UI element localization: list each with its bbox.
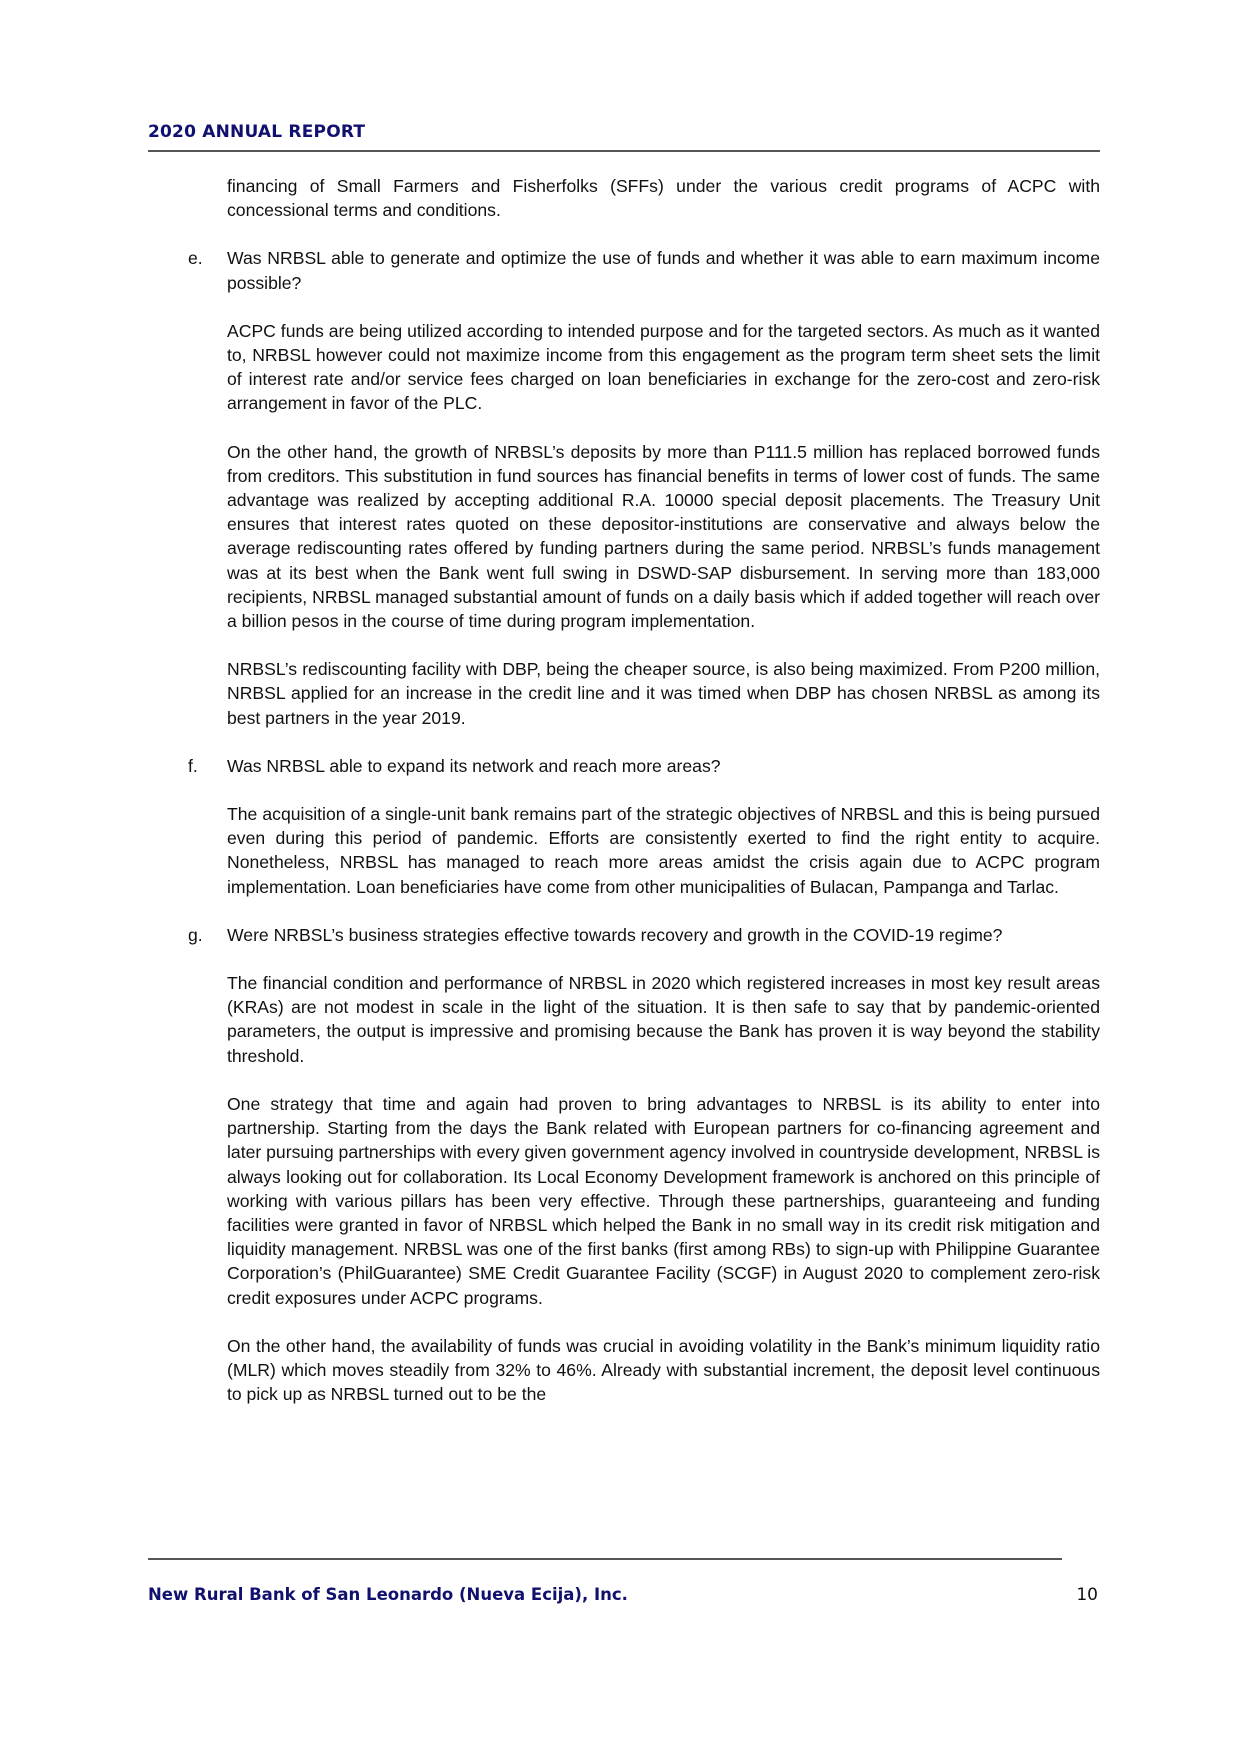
page-footer	[148, 1585, 1100, 1605]
list-marker: e.	[188, 248, 203, 269]
answer-paragraph: On the other hand, the growth of NRBSL’s deposits by more than P111.5 million has replaced borrowed funds from creditors. This substitution in fund sources has financial benefits in terms of lower cost of funds. The same advantage was realized by accepting additional R.A. 10000 special deposit placements. The Treasury Unit ensures that interest rates quoted on these depositor-institutions are conservative and always below the average rediscounting rates offered by funding partners during the same period. NRBSL’s funds management was at its best when the Bank went full swing in DSWD-SAP disbursement. In serving more than 183,000 recipients, NRBSL managed substantial amount of funds on a daily basis which if added together will reach over a billion pesos in the course of time during program implementation.	[227, 441, 1100, 632]
continuation-paragraph: financing of Small Farmers and Fisherfolks (SFFs) under the various credit programs of ACPC with concessional terms and conditions.	[227, 176, 1100, 221]
answer-paragraph: NRBSL’s rediscounting facility with DBP, being the cheaper source, is also being maximized. From P200 million, NRBSL applied for an increase in the credit line and it was timed when DBP has chosen NRBSL as among its best partners in the year 2019.	[227, 659, 1100, 728]
question-item-g	[148, 923, 1100, 947]
page-number: 10	[1076, 1585, 1098, 1605]
question-text: Was NRBSL able to generate and optimize the use of funds and whether it was able to earn maximum income possible?	[227, 248, 1100, 293]
list-marker: f.	[188, 755, 198, 776]
list-marker: g.	[188, 924, 203, 945]
page-header	[148, 122, 1100, 142]
question-item-e	[148, 246, 1100, 294]
answer-paragraph: The financial condition and performance of NRBSL in 2020 which registered increases in most key result areas (KRAs) are not modest in scale in the light of the situation. It is then safe to say that by pandemic-oriented parameters, the output is impressive and promising because the Bank has proven it is way beyond the stability threshold.	[227, 973, 1100, 1066]
question-text: Was NRBSL able to expand its network and reach more areas?	[227, 755, 721, 776]
document-body	[148, 174, 1100, 1406]
answer-paragraph: ACPC funds are being utilized according to intended purpose and for the targeted sectors. As much as it wanted to, NRBSL however could not maximize income from this engagement as the program term sheet sets the limit of interest rate and/or service fees charged on loan beneficiaries in exchange for the zero-cost and zero-risk arrangement in favor of the PLC.	[227, 320, 1100, 414]
question-text: Were NRBSL’s business strategies effective towards recovery and growth in the COVID-19 regime?	[227, 924, 1003, 945]
question-item-f	[148, 754, 1100, 778]
bank-name: New Rural Bank of San Leonardo (Nueva Ecija), Inc.	[148, 1585, 628, 1604]
header-divider	[148, 150, 1100, 152]
answer-paragraph: One strategy that time and again had proven to bring advantages to NRBSL is its ability to enter into partnership. Starting from the days the Bank related with European partners for co-financing agreement and later pursuing partnerships with every given government agency involved in countryside development, NRBSL is always looking out for collaboration. Its Local Economy Development framework is anchored on this principle of working with various pillars has been very effective. Through these partnerships, guaranteeing and funding facilities were granted in favor of NRBSL which helped the Bank in no small way in its credit risk mitigation and liquidity management. NRBSL was one of the first banks (first among RBs) to sign-up with Philippine Guarantee Corporation’s (PhilGuarantee) SME Credit Guarantee Facility (SCGF) in August 2020 to complement zero-risk credit exposures under ACPC programs.	[227, 1093, 1100, 1308]
report-title: 2020 ANNUAL REPORT	[148, 122, 366, 142]
answer-paragraph: On the other hand, the availability of funds was crucial in avoiding volatility in the Bank’s minimum liquidity ratio (MLR) which moves steadily from 32% to 46%. Already with substantial increment, the deposit level continuous to pick up as NRBSL turned out to be the	[227, 1335, 1100, 1405]
footer-divider	[148, 1558, 1062, 1560]
answer-paragraph: The acquisition of a single-unit bank remains part of the strategic objectives of NRBSL and this is being pursued even during this period of pandemic. Efforts are consistently exerted to find the right entity to acquire. Nonetheless, NRBSL has managed to reach more areas amidst the crisis again due to ACPC program implementation. Loan beneficiaries have come from other municipalities of Bulacan, Pampanga and Tarlac.	[227, 804, 1100, 897]
